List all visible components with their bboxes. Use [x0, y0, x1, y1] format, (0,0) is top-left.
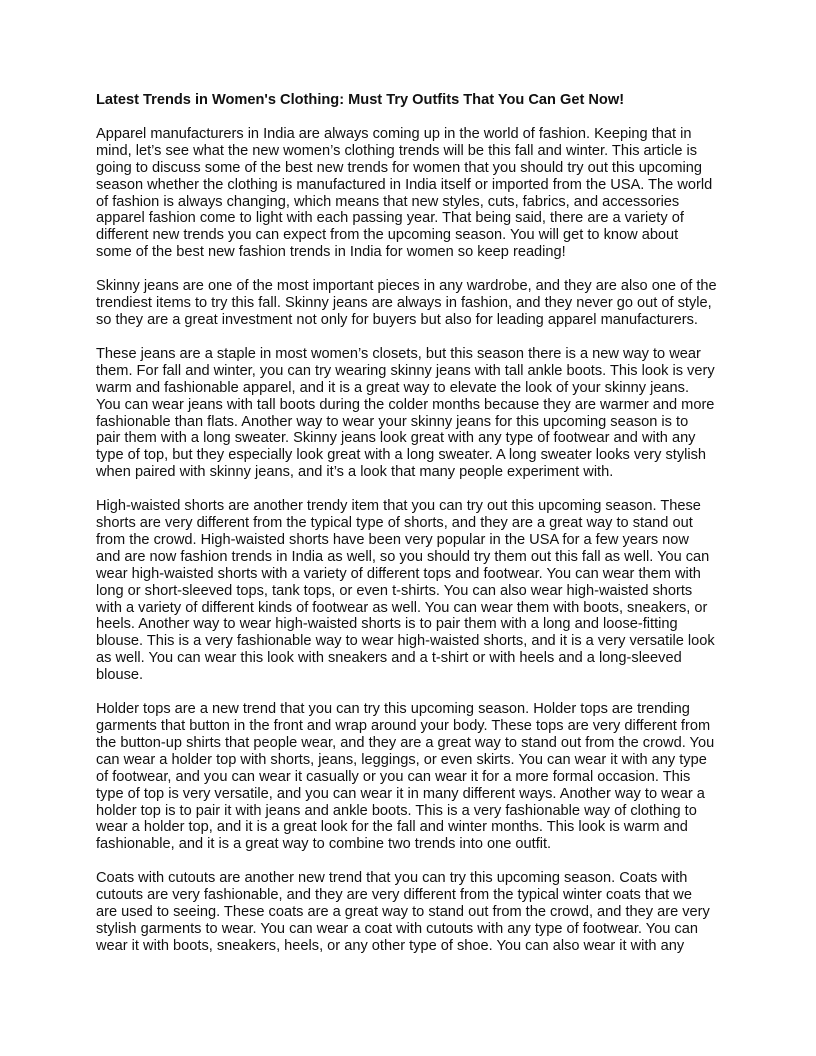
text-line: when paired with skinny jeans, and it’s a look that many people experiment with.: [96, 464, 614, 481]
text-line: garments that button in the front and wrap around your body. These tops are very different from: [96, 718, 711, 734]
text-line: the button-up shirts that people wear, and they are a great way to stand out from the crowd. You: [96, 734, 715, 751]
text-line: trendiest items to try this fall. Skinny jeans are always in fashion, and they never go out of style,: [96, 295, 712, 312]
text-line: are used to seeing. These coats are a great way to stand out from the crowd, and they are very: [96, 904, 710, 921]
text-line: type of top is very versatile, and you can wear it in many different ways. Another way to wear a: [96, 785, 705, 802]
text-line: wear a holder top, and it is a great look for the fall and winter months. This look is warm and: [96, 819, 688, 836]
text-line: holder top is to pair it with jeans and ankle boots. This is a very fashionable way of clothing to: [96, 802, 697, 819]
text-line: fashionable than flats. Another way to wear your skinny jeans for this upcoming season is to: [96, 413, 689, 430]
paragraph: [96, 870, 720, 955]
paragraph: [96, 701, 720, 853]
text-line: of fashion is always changing, which means that new styles, cuts, fabrics, and accessories: [96, 193, 680, 210]
text-line: long or short-sleeved tops, tank tops, or even t-shirts. You can also wear high-waisted shorts: [96, 582, 693, 599]
text-line: wear high-waisted shorts with a variety of different tops and footwear. You can wear them with: [96, 565, 701, 582]
text-line: shorts are very different from the typical type of shorts, and they are a great way to stand out: [96, 515, 693, 532]
text-line: Coats with cutouts are another new trend that you can try this upcoming season. Coats with: [96, 870, 688, 887]
text-line: heels. Another way to wear high-waisted shorts is to pair them with a long and loose-fitting: [96, 616, 678, 633]
text-line: You can wear jeans with tall boots during the colder months because they are warmer and more: [96, 396, 715, 413]
text-line: These jeans are a staple in most women’s closets, but this season there is a new way to wear: [96, 345, 701, 362]
text-line: stylish garments to wear. You can wear a coat with cutouts with any type of footwear. You can: [96, 920, 698, 937]
paragraph: [96, 126, 720, 261]
paragraph: [96, 278, 720, 329]
text-line: Holder tops are a new trend that you can try this upcoming season. Holder tops are trending: [96, 701, 690, 718]
text-line: pair them with a long sweater. Skinny jeans look great with any type of footwear and with any: [96, 430, 696, 447]
text-line: some of the best new fashion trends in India for women so keep reading!: [96, 244, 566, 261]
text-line: blouse. This is a very fashionable way to wear high-waisted shorts, and it is a very versatile look: [96, 633, 715, 650]
text-line: Skinny jeans are one of the most important pieces in any wardrobe, and they are also one of the: [96, 278, 717, 295]
text-line: fashionable, and it is a great way to combine two trends into one outfit.: [96, 836, 552, 853]
text-line: as well. You can wear this look with sneakers and a t-shirt or with heels and a long-sleeved: [96, 650, 682, 667]
document-body: [96, 126, 720, 955]
text-line: and are now fashion trends in India as well, so you should try them out this fall as well. You can: [96, 548, 710, 565]
text-line: wear it with boots, sneakers, heels, or any other type of shoe. You can also wear it with any: [96, 937, 685, 954]
text-line: so they are a great investment not only for buyers but also for leading apparel manufacturers.: [96, 311, 698, 328]
text-line: blouse.: [96, 667, 144, 684]
text-line: apparel fashion come to light with each passing year. That being said, there are a variety of: [96, 210, 684, 227]
text-line: of footwear, and you can wear it casually or you can wear it for a more formal occasion. This: [96, 768, 691, 785]
text-line: type of top, but they especially look great with a long sweater. A long sweater looks very stylish: [96, 447, 707, 464]
document-page: [96, 92, 720, 972]
text-line: mind, let’s see what the new women’s clothing trends will be this fall and winter. This article is: [96, 142, 698, 159]
text-line: High-waisted shorts are another trendy item that you can try out this upcoming season. These: [96, 498, 701, 515]
text-line: going to discuss some of the best new trends for women that you should try out this upcoming: [96, 159, 702, 176]
paragraph: [96, 346, 720, 481]
paragraph: [96, 498, 720, 684]
document-title: Latest Trends in Women's Clothing: Must Try Outfits That You Can Get Now!: [96, 92, 625, 108]
text-line: them. For fall and winter, you can try wearing skinny jeans with tall ankle boots. This look is very: [96, 362, 715, 379]
text-line: warm and fashionable apparel, and it is a great way to elevate the look of your skinny jeans.: [96, 379, 690, 396]
text-line: with a variety of different kinds of footwear as well. You can wear them with boots, sneakers, or: [96, 599, 708, 616]
text-line: season whether the clothing is manufactured in India itself or imported from the USA. The world: [96, 176, 713, 193]
text-line: cutouts are very fashionable, and they are very different from the typical winter coats that we: [96, 887, 692, 904]
text-line: from the crowd. High-waisted shorts have been very popular in the USA for a few years now: [96, 531, 689, 548]
text-line: Apparel manufacturers in India are always coming up in the world of fashion. Keeping that in: [96, 125, 692, 142]
text-line: different new trends you can expect from the upcoming season. You will get to know about: [96, 227, 679, 244]
text-line: can wear a holder top with shorts, jeans, leggings, or even skirts. You can wear it with any type: [96, 751, 707, 768]
